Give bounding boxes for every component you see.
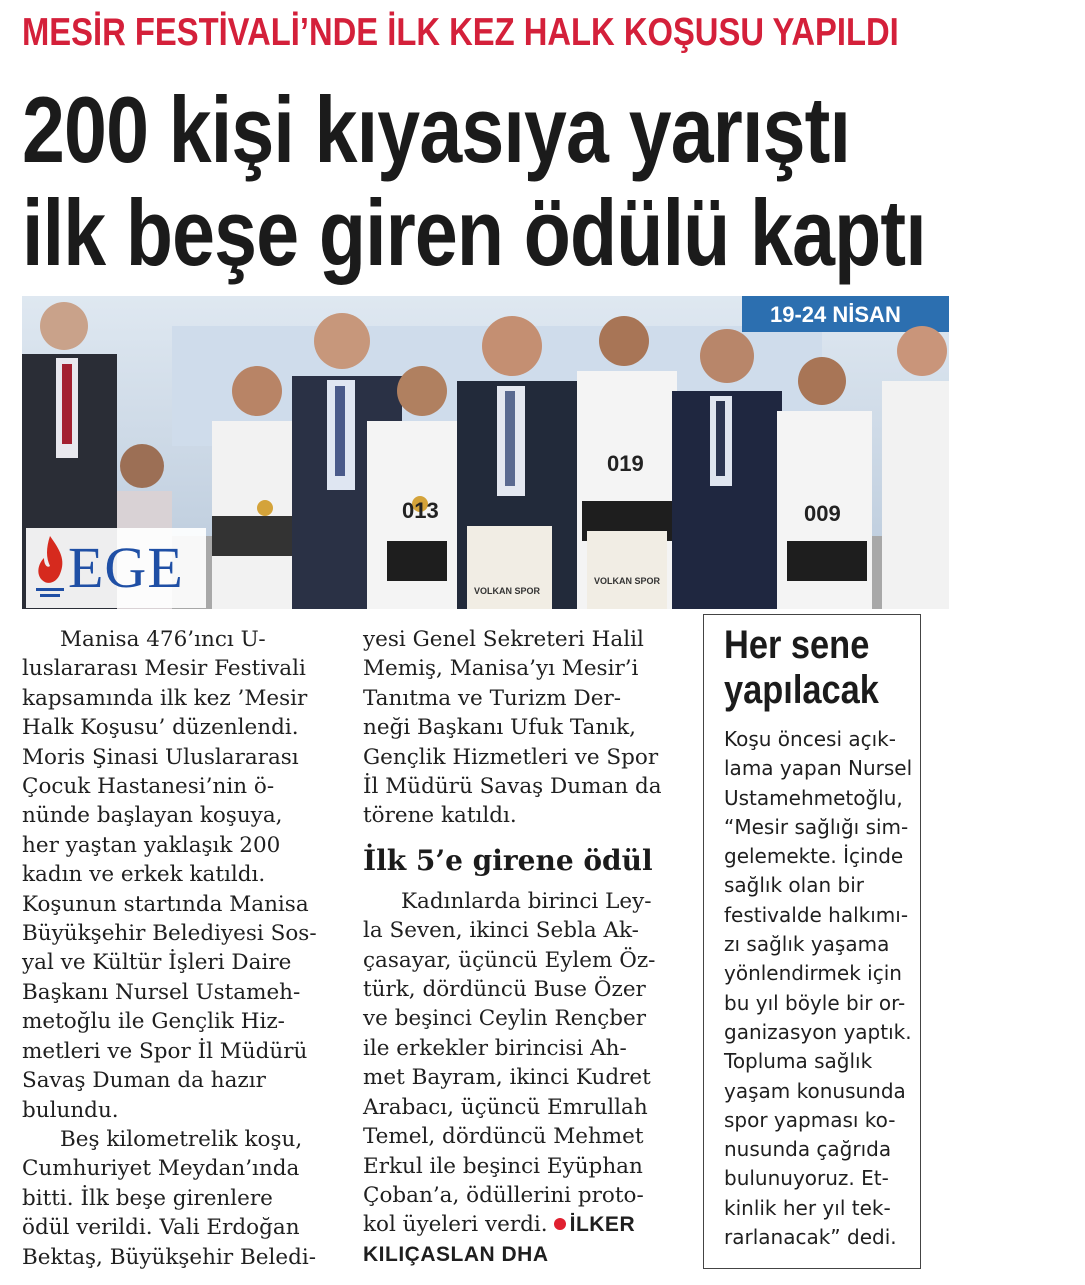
bag (467, 526, 552, 609)
text-line: ile erkekler birincisi Ah- (363, 1035, 627, 1061)
text-line: metleri ve Spor İl Müdürü (22, 1038, 308, 1064)
article-column-1 (22, 625, 342, 1272)
text-line-with-byline (363, 1210, 683, 1239)
text-line: Arabacı, üçüncü Emrullah (363, 1094, 648, 1120)
text-line: Halk Koşusu’ düzenlendi. (22, 715, 299, 741)
text-line: Manisa 476’ıncı U- (60, 627, 266, 652)
text-line: Başkanı Nursel Ustameh- (22, 979, 301, 1005)
text-line: kapsamında ilk kez ’Mesir (22, 685, 308, 711)
text-line: yönlendirmek için (724, 961, 902, 986)
text-line: bulundu. (22, 1097, 119, 1123)
text-line: Bektaş, Büyükşehir Beledi- (22, 1244, 316, 1270)
headline-line-2: ilk beşe giren ödülü kaptı (22, 180, 926, 285)
text-line: Savaş Duman da hazır (22, 1068, 266, 1094)
byline-agency: KILIÇASLAN DHA (363, 1242, 549, 1266)
text-line: Gençlik Hizmetleri ve Spor (363, 744, 659, 770)
text-line: luslararası Mesir Festivali (22, 656, 306, 682)
bib-number-1: 013 (402, 498, 439, 523)
text-line: bitti. İlk beşe girenlere (22, 1185, 273, 1211)
text-line: festivalde halkımı- (724, 902, 909, 927)
paragraph-1 (22, 625, 342, 1125)
text-line: nünde başlayan koşuya, (22, 803, 283, 829)
text-line: la Seven, ikinci Sebla Ak- (363, 918, 639, 944)
article-column-2 (363, 625, 683, 1269)
kicker-headline: MESİR FESTİVALİ’NDE İLK KEZ HALK KOŞUSU YAPILDI (22, 11, 899, 54)
paragraph-2 (22, 1125, 342, 1272)
text-line: kadın ve erkek katıldı. (22, 862, 266, 888)
text-line: rarlanacak” dedi. (724, 1225, 897, 1250)
headline-line-1: 200 kişi kıyasıya yarıştı (22, 77, 851, 182)
text-line: ödül verildi. Vali Erdoğan (22, 1215, 300, 1241)
subheading: İlk 5’e girene ödül (363, 843, 653, 877)
text-line: ganizasyon yaptık. (724, 1019, 912, 1044)
text-line: Temel, dördüncü Mehmet (363, 1124, 644, 1150)
text-line: Beş kilometrelik koşu, (60, 1126, 303, 1152)
text-line: Cumhuriyet Meydan’ında (22, 1156, 300, 1182)
text-line: zı sağlık yaşama (724, 932, 890, 957)
logo-text: EGE (68, 535, 184, 600)
text-line: nusunda çağrıda (724, 1137, 892, 1162)
text-line: Memiş, Manisa’yı Mesir’i (363, 656, 639, 682)
text-line: kinlik her yıl tek- (724, 1195, 891, 1220)
flame-icon (30, 532, 70, 604)
text-line: met Bayram, ikinci Kudret (363, 1065, 651, 1091)
text-line: ve beşinci Ceylin Rençber (363, 1006, 647, 1032)
bib-number-2: 019 (607, 451, 644, 476)
text-line: gelemekte. İçinde (724, 844, 904, 869)
text-line: yaşam konusunda (724, 1078, 906, 1103)
text-line: bu yıl böyle bir or- (724, 990, 906, 1015)
text-line: Moris Şinasi Uluslararası (22, 744, 299, 770)
bag-2 (587, 531, 667, 609)
text-line: spor yapması ko- (724, 1107, 896, 1132)
text-line: Erkul ile beşinci Eyüphan (363, 1153, 643, 1179)
text-line: sağlık olan bir (724, 873, 864, 898)
bag-text-2: VOLKAN SPOR (594, 576, 661, 586)
text-line: Çocuk Hastanesi’nin ö- (22, 774, 275, 800)
byline-name: İLKER (569, 1213, 636, 1237)
text-line: yesi Genel Sekreteri Halil (363, 627, 644, 652)
bag-text-1: VOLKAN SPOR (474, 586, 541, 596)
bib-number-3: 009 (804, 501, 841, 526)
banner-text: 19-24 NİSAN (770, 302, 901, 327)
byline-dot (554, 1218, 566, 1230)
text-line: “Mesir sağlığı sim- (724, 814, 909, 839)
text-line: lama yapan Nursel (724, 756, 913, 781)
sidebar-box (703, 614, 921, 1269)
text-line: Koşu öncesi açık- (724, 727, 896, 751)
text-line: türk, dördüncü Buse Özer (363, 977, 646, 1003)
text-line: Kadınlarda birinci Ley- (401, 888, 652, 914)
text-line: neği Başkanı Ufuk Tanık, (363, 715, 636, 741)
text-line: metoğlu ile Gençlik Hiz- (22, 1009, 285, 1035)
text-line: bulunuyoruz. Et- (724, 1166, 889, 1191)
paragraph-4 (363, 887, 683, 1269)
sidebar-body (724, 725, 920, 1252)
text-line: İl Müdürü Savaş Duman da (363, 774, 662, 800)
paragraph-3 (363, 625, 683, 831)
text-line: Büyükşehir Belediyesi Sos- (22, 921, 317, 947)
sidebar-title: Her sene yapılacak (724, 623, 879, 712)
text-line: Tanıtma ve Turizm Der- (363, 685, 621, 711)
text-line: kol üyeleri verdi. (363, 1212, 548, 1238)
text-line: yal ve Kültür İşleri Daire (22, 950, 292, 976)
ege-logo (26, 528, 206, 608)
text-line: Çoban’a, ödüllerini proto- (363, 1182, 644, 1208)
text-line: Topluma sağlık (724, 1049, 873, 1074)
text-line: çasayar, üçüncü Eylem Öz- (363, 947, 656, 973)
text-line: Ustamehmetoğlu, (724, 785, 903, 810)
text-line: Koşunun startında Manisa (22, 891, 309, 917)
text-line: her yaştan yaklaşık 200 (22, 832, 281, 858)
text-line: törene katıldı. (363, 803, 517, 829)
